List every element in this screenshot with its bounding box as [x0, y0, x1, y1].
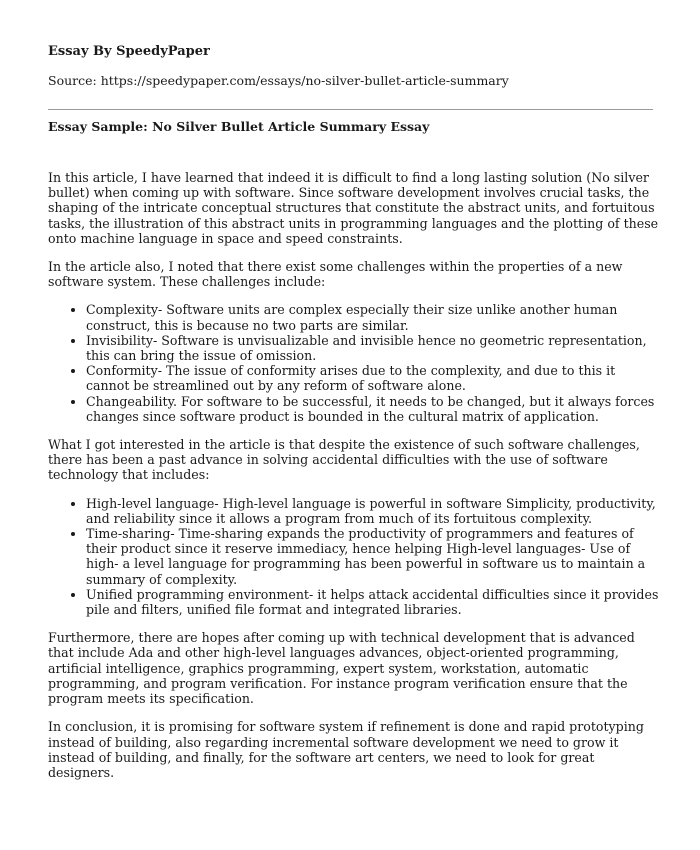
list-item: • Changeability. For software to be successful, it needs to be changed, but it always forces changes since software product is bounded in the cultural matrix of application. — [86, 394, 660, 424]
essay-title: Essay Sample: No Silver Bullet Article Summary Essay — [48, 119, 430, 134]
advances-list — [48, 496, 660, 618]
paragraph-conclusion: In conclusion, it is promising for software system if refinement is done and rapid prototyping instead of building, also regarding incremental software development we need to grow it instead of building, and finally, for the software art centers, we need to look for great designers. — [48, 719, 644, 780]
essay-body — [48, 170, 660, 793]
challenges-list — [48, 302, 660, 424]
list-item: • Unified programming environment- it helps attack accidental difficulties since it provides pile and filters, unified file format and integrated libraries. — [86, 587, 660, 617]
list-item: • Complexity- Software units are complex especially their size unlike another human construct, this is because no two parts are similar. — [86, 302, 660, 332]
paragraph-hopes: Furthermore, there are hopes after coming up with technical development that is advanced that include Ada and other high-level languages advances, object-oriented programming, artificial intelligence, graphics programming, expert system, workstation, automatic programming, and program verification. For instance program verification ensure that the program meets its specification. — [48, 630, 635, 707]
header-divider — [48, 109, 653, 110]
list-item: • Time-sharing- Time-sharing expands the productivity of programmers and features of their product since it reserve immediacy, hence helping High-level languages- Use of high- a level language for programming has been powerful in software us to maintain a summary of complexity. — [86, 526, 660, 587]
list-item: • High-level language- High-level language is powerful in software Simplicity, productivity, and reliability since it allows a program from much of its fortuitous complexity. — [86, 496, 660, 526]
paragraph-intro: In this article, I have learned that indeed it is difficult to find a long lasting solution (No silver bullet) when coming up with software. Since software development involves crucial tasks, the shaping of the intricate conceptual structures that constitute the abstract units, and fortuitous tasks, the illustration of this abstract units in programming languages and the plotting of these onto machine language in space and speed constraints. — [48, 170, 659, 246]
paragraph-challenges: In the article also, I noted that there exist some challenges within the properties of a new software system. These challenges include: — [48, 259, 623, 290]
paragraph-advances: What I got interested in the article is that despite the existence of such software challenges, there has been a past advance in solving accidental difficulties with the use of software technology that includes: — [48, 437, 640, 483]
list-item: • Invisibility- Software is unvisualizable and invisible hence no geometric representation, this can bring the issue of omission. — [86, 333, 660, 363]
source-line: Source: https://speedypaper.com/essays/no-silver-bullet-article-summary — [48, 73, 509, 88]
document-header-title: Essay By SpeedyPaper — [48, 44, 210, 59]
list-item: • Conformity- The issue of conformity arises due to the complexity, and due to this it cannot be streamlined out by any reform of software alone. — [86, 363, 660, 393]
